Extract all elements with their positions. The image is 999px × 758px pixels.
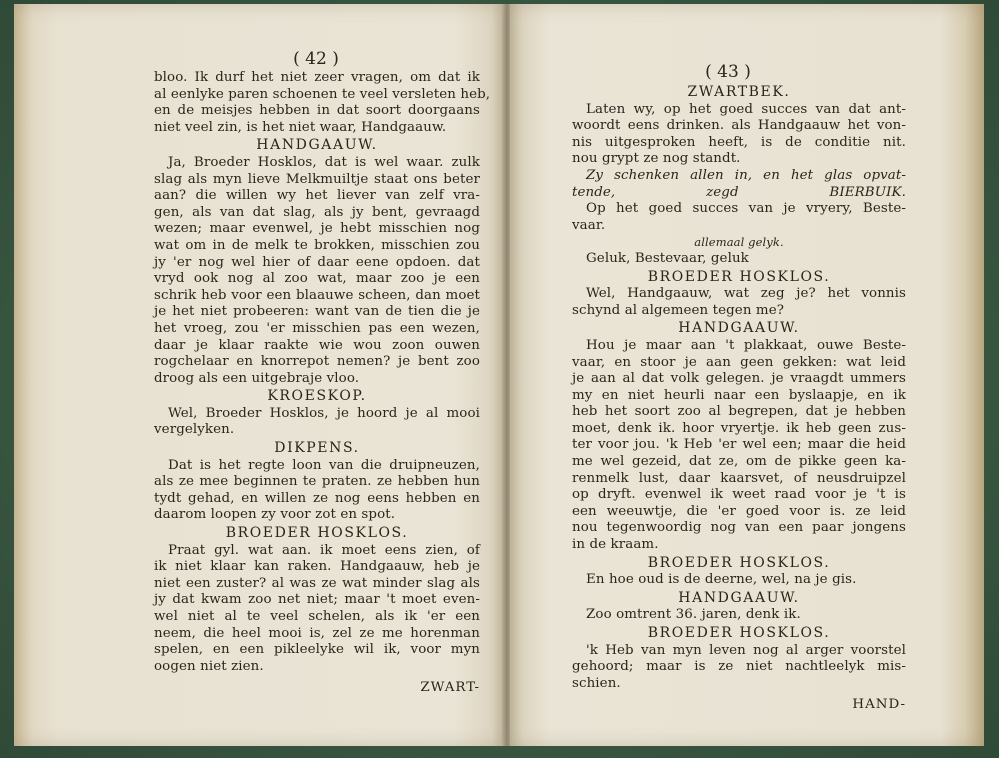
catchword: HAND- [852,697,906,713]
text-line: nou tegenwoordig nog van een paar jongens [572,520,906,536]
text-line: jy dat kwam zoo net niet; maar 't moet even- [154,592,480,608]
text-line: gen, als van dat slag, als jy bent, gevraagd [154,204,480,220]
speaker-heading: HANDGAAUW. [256,137,378,154]
text-line: gehoord; maar is ze niet nachtleelyk mis- [572,659,906,675]
text-line: droog als een uitgebraje vloo. [154,370,360,386]
text-line: nou grypt ze nog standt. [572,151,741,167]
text-line: een weeuwtje, die 'er goed voor is. ze leid [572,503,906,519]
text-line: moet, denk ik. hoor vryertje. ik heb geen zus- [572,420,906,436]
text-line: vaar. [572,217,606,233]
text-line: oogen niet zien. [154,658,264,674]
catchword: ZWART- [420,680,480,696]
speaker-heading: BROEDER HOSKLOS. [647,625,831,641]
left-page [14,4,504,746]
text-line: je het niet probeeren: want van de tien die je [154,304,480,320]
text-line: schynd al algemeen tegen me? [572,302,785,318]
speaker-heading: HANDGAAUW. [678,320,800,337]
text-line: Wel, Handgaauw, wat zeg je? het vonnis [586,286,906,302]
open-book [14,4,989,752]
text-line: nis uitgesproken heeft, is de conditie nit. [572,134,906,150]
speaker-heading: HANDGAAUW. [678,589,800,606]
stage-direction: allemaal gelyk. [694,235,784,250]
text-line: aan? die willen wy het liever van zelf vra- [154,188,480,204]
speaker-heading: ZWARTBEK. [687,84,791,100]
page-number-right: ( 43 ) [705,62,751,82]
text-line: niet veel zin, is het niet waar, Handgaauw. [154,119,447,135]
text-line: Geluk, Bestevaar, geluk [586,250,749,266]
text-line: wezen; maar evenwel, je hebt misschien nog [154,221,480,237]
text-line: my en niet heurli naar een byslaapje, en ik [572,387,906,403]
text-line: woordt eens drinken. als Handgaauw het von- [572,118,906,134]
text-line: tydt gehad, en willen ze nog eens hebben en [154,490,480,506]
text-line: wel niet al te veel schelen, als ik 'er een [154,609,480,624]
text-line: ter voor jou. 'k Heb 'er wel een; maar die heid [572,437,906,453]
text-line: Zoo omtrent 36. jaren, denk ik. [586,607,801,623]
stage-direction: tende, zegd BIERBUIK. [572,184,906,200]
stage-direction: Zy schenken allen in, en het glas opvat- [586,167,906,183]
text-line: slag als myn lieve Melkmuiltje staat ons beter [154,171,480,187]
right-page [510,4,984,746]
speaker-heading: BROEDER HOSKLOS. [647,268,831,285]
text-line: daar je klaar raakte wie wou zoon ouwen [154,337,480,353]
text-line: En hoe oud is de deerne, wel, na je gis. [586,572,857,588]
text-line: als ze mee beginnen te praten. ze hebben hun [154,474,480,490]
text-line: daarom loopen zy voor zot en spot. [154,507,396,523]
text-line: bloo. Ik durf het niet zeer vragen, om dat ik [154,70,480,85]
text-line: spelen, en een pikleelyke wil ik, voor myn [154,642,480,658]
speaker-heading: BROEDER HOSKLOS. [225,525,409,542]
text-line: schien. [572,675,621,691]
text-line: rogchelaar en knorrepot nemen? je bent zoo [154,354,480,370]
text-line: Laten wy, op het goed succes van dat ant- [586,101,906,117]
text-line: ik niet klaar kan raken. Handgaauw, heb je [154,559,480,575]
text-line: me wel gezeid, dat ze, om de pikke geen ka- [572,454,906,470]
speaker-heading: DIKPENS. [274,440,360,457]
right-page-text [572,83,906,714]
text-line: Dat is het regte loon van die druipneuzen, [168,457,480,473]
text-line: jy 'er nog wel hier of daar eene opdoen. dat [154,254,480,270]
text-line: in de kraam. [572,537,659,553]
text-line: je aan al dat volk gelegen. je vraagdt ummers [572,371,906,387]
text-line: en de meisjes hebben in dat soort doorgaans [154,103,480,119]
text-line: wat om in de melk te brokken, misschien zou [154,237,480,253]
text-line: neem, die heel mooi is, zel ze me horenman [154,625,480,641]
page-number-left: ( 42 ) [293,49,339,69]
speaker-heading: BROEDER HOSKLOS. [647,554,831,571]
text-line: vryd ook nog al zoo wat, maar zoo je een [154,271,480,287]
left-page-text [154,70,491,697]
text-line: Wel, Broeder Hosklos, je hoord je al mooi [168,405,480,421]
speaker-heading: KROESKOP. [267,388,367,405]
text-line: heb het soort zoo al begrepen, dat je hebben [572,404,906,420]
text-line: Hou je maar aan 't plakkaat, ouwe Beste- [586,337,906,353]
text-line: niet een zuster? al was ze wat minder slag als [154,575,480,591]
text-line: 'k Heb van myn leven nog al arger voorstel [586,642,906,658]
text-line: vaar, en stoor je aan geen gekken: wat leid [572,354,906,370]
text-line: Op het goed succes van je vryery, Beste- [586,201,906,217]
text-line: Ja, Broeder Hosklos, dat is wel waar. zulk [168,154,480,170]
text-line: vergelyken. [154,422,235,438]
text-line: op dryft. evenwel ik weet raad voor je 't is [572,487,906,503]
text-line: het vroeg, zou 'er misschien pas een wezen, [154,320,480,336]
text-line: al eenlyke paren schoenen te veel versleten heb, [154,86,491,102]
text-line: renmelk lust, daar kaarsvet, of neusdruipzel [572,470,906,486]
text-line: schrik heb voor een blaauwe scheen, dan moet [154,287,480,303]
text-line: Praat gyl. wat aan. ik moet eens zien, of [168,542,480,558]
